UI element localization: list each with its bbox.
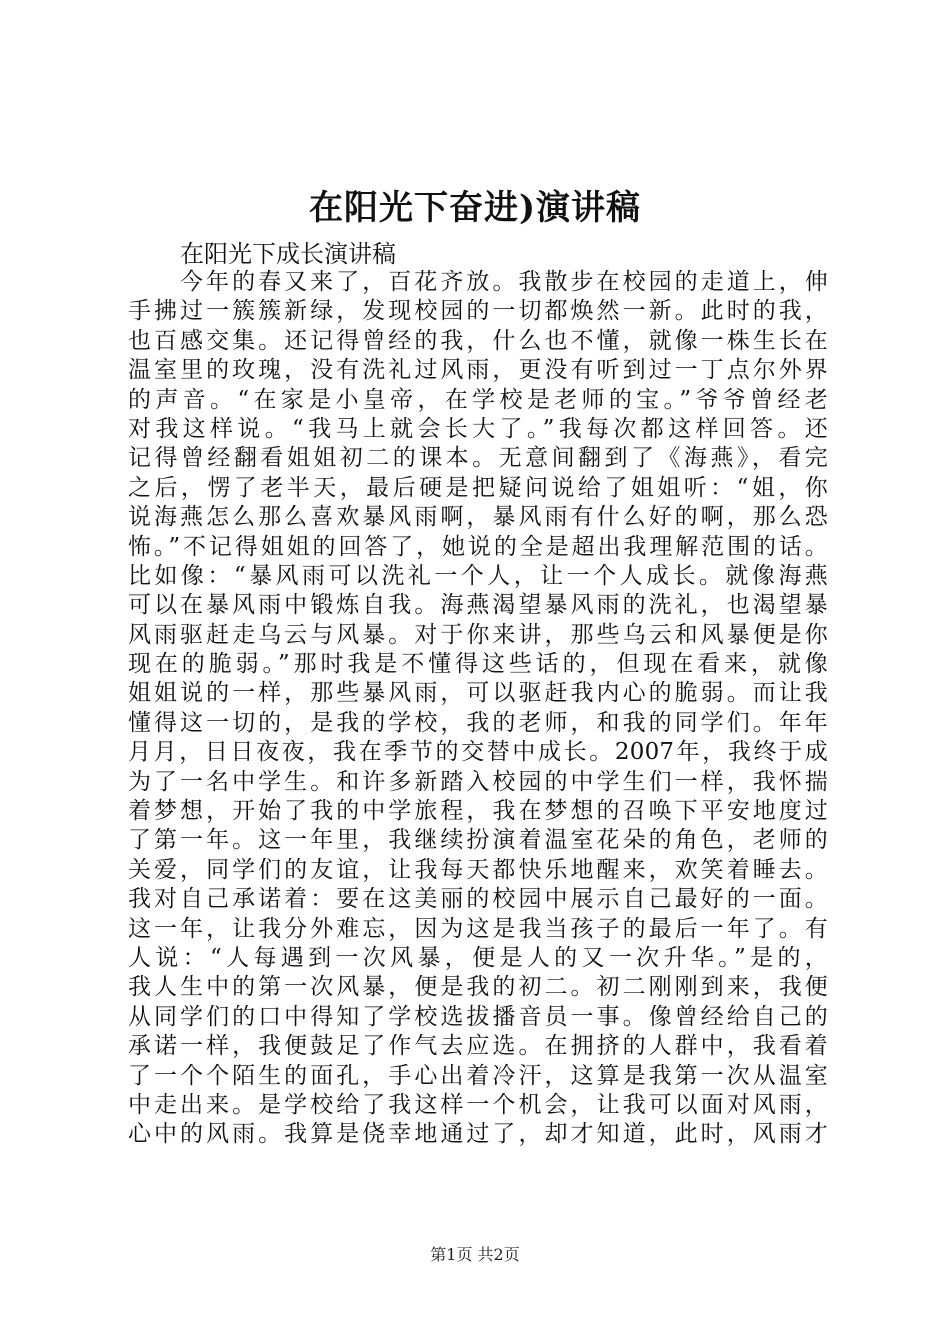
body-line: 的声音。“在家是小皇帝，在学校是老师的宝。”爷爷曾经老 <box>128 386 828 413</box>
body-line: 可以在暴风雨中锻炼自我。海燕渴望暴风雨的洗礼，也渴望暴 <box>128 592 828 619</box>
body-line: 了第一年。这一年里，我继续扮演着温室花朵的角色，老师的 <box>128 827 828 854</box>
document-title: 在阳光下奋进)演讲稿 <box>308 188 642 228</box>
body-line: 我对自己承诺着：要在这美丽的校园中展示自己最好的一面。 <box>128 886 828 913</box>
body-line: 人说：“人每遇到一次风暴，便是人的又一次升华。”是的， <box>128 944 828 971</box>
body-line: 着梦想，开始了我的中学旅程，我在梦想的召唤下平安地度过 <box>128 798 828 825</box>
body-line: 风雨驱赶走乌云与风暴。对于你来讲，那些乌云和风暴便是你 <box>128 621 828 648</box>
body-line: 懂得这一切的，是我的学校，我的老师，和我的同学们。年年 <box>128 709 828 736</box>
body-line: 心中的风雨。我算是侥幸地通过了，却才知道，此时，风雨才 <box>128 1121 828 1148</box>
body-line: 比如像：“暴风雨可以洗礼一个人，让一个人成长。就像海燕 <box>128 562 828 589</box>
page-footer: 第1页 共2页 <box>430 1245 520 1264</box>
body-line: 我人生中的第一次风暴，便是我的初二。初二刚刚到来，我便 <box>128 974 828 1001</box>
body-line: 关爱，同学们的友谊，让我每天都快乐地醒来，欢笑着睡去。 <box>128 856 828 883</box>
body-line: 记得曾经翻看姐姐初二的课本。无意间翻到了《海燕》，看完 <box>128 445 828 472</box>
body-line: 今年的春又来了，百花齐放。我散步在校园的走道上，伸 <box>180 269 828 295</box>
body-line: 温室里的玫瑰，没有洗礼过风雨，更没有听到过一丁点尔外界 <box>128 357 828 384</box>
body-line: 这一年，让我分外难忘，因为这是我当孩子的最后一年了。有 <box>128 915 828 942</box>
body-line: 为了一名中学生。和许多新踏入校园的中学生们一样，我怀揣 <box>128 768 828 795</box>
document-body <box>128 268 828 1150</box>
body-line: 之后，愣了老半天，最后硬是把疑问说给了姐姐听：“姐，你 <box>128 474 828 501</box>
body-line: 对我这样说。“我马上就会长大了。”我每次都这样回答。还 <box>128 415 828 442</box>
document-subtitle: 在阳光下成长演讲稿 <box>180 240 396 268</box>
body-line: 从同学们的口中得知了学校选拔播音员一事。像曾经给自己的 <box>128 1003 828 1030</box>
body-line: 手拂过一簇簇新绿，发现校园的一切都焕然一新。此时的我， <box>128 298 828 325</box>
body-line: 中走出来。是学校给了我这样一个机会，让我可以面对风雨， <box>128 1091 828 1118</box>
body-line: 承诺一样，我便鼓足了作气去应选。在拥挤的人群中，我看着 <box>128 1033 828 1060</box>
body-line: 姐姐说的一样，那些暴风雨，可以驱赶我内心的脆弱。而让我 <box>128 680 828 707</box>
body-line: 月月，日日夜夜，我在季节的交替中成长。2007年，我终于成 <box>128 739 828 766</box>
body-line: 也百感交集。还记得曾经的我，什么也不懂，就像一株生长在 <box>128 327 828 354</box>
body-line: 怖。”不记得姐姐的回答了，她说的全是超出我理解范围的话。 <box>128 533 828 560</box>
body-line: 现在的脆弱。”那时我是不懂得这些话的，但现在看来，就像 <box>128 651 828 678</box>
body-line: 了一个个陌生的面孔，手心出着冷汗，这算是我第一次从温室 <box>128 1062 828 1089</box>
body-line: 说海燕怎么那么喜欢暴风雨啊，暴风雨有什么好的啊，那么恐 <box>128 504 828 531</box>
